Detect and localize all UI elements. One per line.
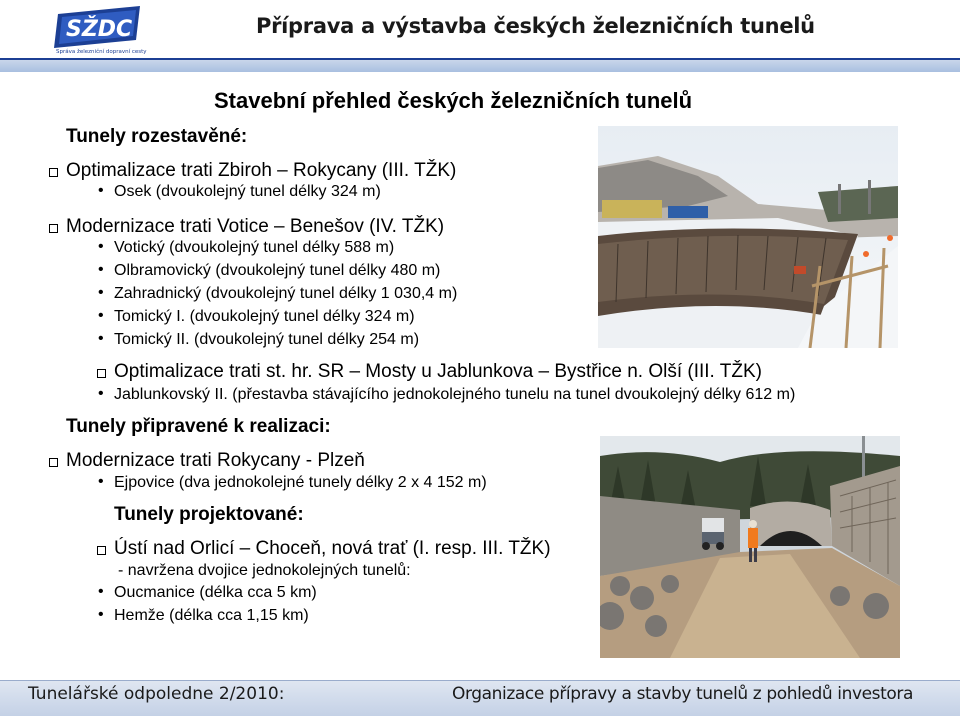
- szdc-logo: [52, 4, 148, 54]
- footer-presentation-title: Organizace přípravy a stavby tunelů z pohledů investora: [452, 684, 913, 704]
- header-title: Příprava a výstavba českých železničních tunelů: [256, 14, 815, 38]
- project-jablunkov: Optimalizace trati st. hr. SR – Mosty u Jablunkova – Bystřice n. Olší (III. TŽK): [114, 361, 762, 382]
- header-rule: [0, 58, 960, 72]
- slide-title: Stavební přehled českých železničních tunelů: [214, 88, 693, 113]
- tunnel-voticky: • Votický (dvoukolejný tunel délky 588 m): [114, 239, 394, 257]
- project-usti-chocen: Ústí nad Orlicí – Choceň, nová trať (I. resp. III. TŽK): [114, 538, 551, 559]
- projected-note: - navržena dvojice jednokolejných tunelů:: [118, 562, 411, 579]
- project-votice-benesov: Modernizace trati Votice – Benešov (IV. TŽK): [66, 216, 445, 237]
- heading-projected: Tunely projektované:: [114, 504, 304, 525]
- svg-text:SŽDC: SŽDC: [66, 17, 133, 42]
- photo-tunnel-portal-image: [600, 436, 900, 658]
- szdc-logo-icon: [52, 4, 148, 54]
- heading-prepared: Tunely připravené k realizaci:: [66, 416, 331, 437]
- heading-under-construction: Tunely rozestavěné:: [66, 126, 248, 147]
- photo-winter-site-image: [598, 126, 898, 348]
- tunnel-jablunkovsky-2: • Jablunkovský II. (přestavba stávajícího jednokolejného tunelu na tunel dvoukolejný délky 612 m): [114, 386, 795, 404]
- svg-text:Správa železniční dopravní ces: Správa železniční dopravní cesty: [56, 49, 147, 54]
- project-rokycany-plzen: Modernizace trati Rokycany - Plzeň: [66, 450, 365, 471]
- tunnel-zahradnicky: • Zahradnický (dvoukolejný tunel délky 1 030,4 m): [114, 285, 457, 303]
- tunnel-oucmanice: • Oucmanice (délka cca 5 km): [114, 584, 317, 602]
- project-zbiroh-rokycany: Optimalizace trati Zbiroh – Rokycany (III. TŽK): [66, 160, 457, 181]
- photo-tunnel-construction-winter: [598, 126, 898, 348]
- tunnel-tomicky-1: • Tomický I. (dvoukolejný tunel délky 324 m): [114, 308, 415, 326]
- photo-tunnel-portal: [600, 436, 900, 658]
- tunnel-tomicky-2: • Tomický II. (dvoukolejný tunel délky 254 m): [114, 331, 419, 349]
- tunnel-osek: • Osek (dvoukolejný tunel délky 324 m): [114, 183, 381, 201]
- tunnel-ejpovice: • Ejpovice (dva jednokolejné tunely délky 2 x 4 152 m): [114, 474, 487, 492]
- footer-event: Tunelářské odpoledne 2/2010:: [28, 684, 285, 704]
- tunnel-hemze: • Hemže (délka cca 1,15 km): [114, 607, 309, 625]
- tunnel-olbramovicky: • Olbramovický (dvoukolejný tunel délky 480 m): [114, 262, 440, 280]
